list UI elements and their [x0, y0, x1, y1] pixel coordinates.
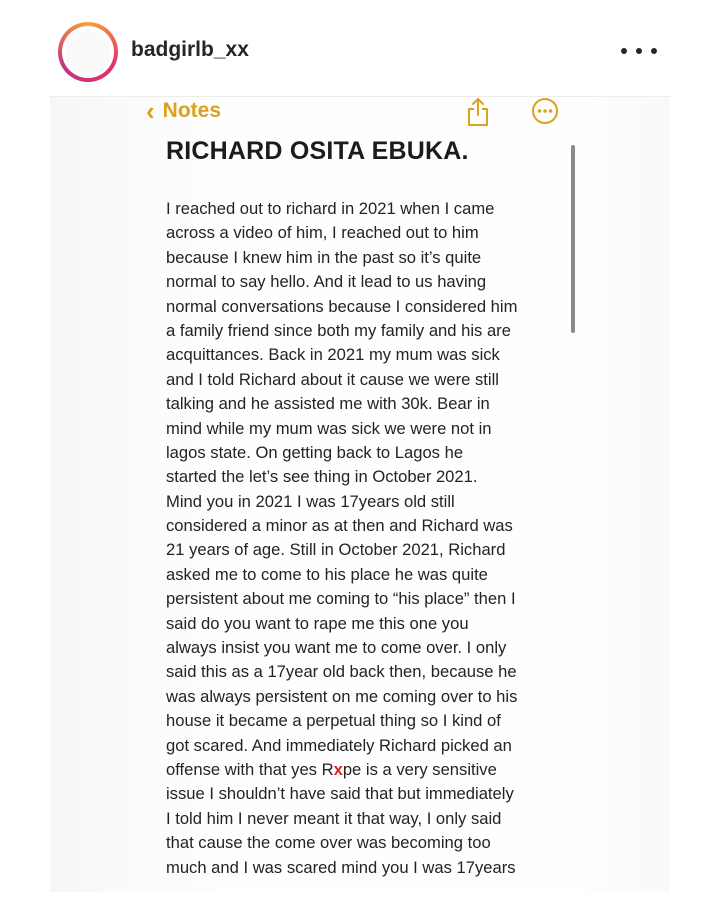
chevron-left-icon: ‹ [146, 97, 155, 126]
dot [636, 48, 642, 54]
more-options-icon[interactable] [621, 40, 657, 62]
note-line: a family friend since both my family and his are [166, 320, 511, 340]
username[interactable]: badgirlb_xx [131, 38, 249, 61]
note-line: said this as a 17year old back then, because he [166, 662, 517, 682]
note-line: issue I shouldn’t have said that but immediately [166, 784, 514, 804]
share-icon[interactable] [466, 97, 490, 127]
avatar-ring-inner [62, 26, 114, 78]
note-line: I reached out to richard in 2021 when I came [166, 199, 495, 218]
note-title: RICHARD OSITA EBUKA. [166, 137, 469, 165]
note-line: that cause the come over was becoming too [166, 833, 491, 853]
note-line: across a video of him, I reached out to him [166, 223, 479, 243]
note-line: Mind you in 2021 I was 17years old still [166, 491, 455, 511]
note-line: lagos state. On getting back to Lagos he [166, 442, 464, 462]
note-line: asked me to come to his place he was quite [166, 564, 488, 584]
offense-line-before: offense with that yes R [166, 759, 334, 779]
note-line: 21 years of age. Still in October 2021, Richard [166, 540, 506, 560]
note-line: normal conversations because I considered him [166, 296, 518, 316]
dot [621, 48, 627, 54]
notes-back-button[interactable] [146, 97, 221, 125]
note-line: started the let’s see thing in October 2021. [166, 467, 478, 487]
post-header [0, 0, 720, 97]
note-line: and I told Richard about it cause we were still [166, 369, 499, 389]
note-line: house it became a perpetual thing so I kind of [166, 711, 501, 731]
note-line: acquittances. Back in 2021 my mum was sick [166, 345, 500, 365]
scrollbar[interactable] [571, 145, 575, 333]
note-line: considered a minor as at then and Richard was [166, 516, 513, 536]
note-line: said do you want to rape me this one you [166, 613, 469, 633]
offense-line-after: pe is a very sensitive [342, 759, 497, 779]
note-line: got scared. And immediately Richard picked an [166, 735, 512, 755]
avatar[interactable] [58, 22, 118, 82]
note-line: always insist you want me to come over. I only [166, 638, 507, 658]
ellipsis-circle-icon[interactable] [531, 97, 559, 125]
note-line: was always persistent on me coming over to his [166, 686, 518, 706]
dot [651, 48, 657, 54]
note-line: normal to say hello. And it lead to us having [166, 272, 487, 292]
note-line: I told him I never meant it that way, I only said [166, 808, 502, 828]
note-line: talking and he assisted me with 30k. Bear in [166, 394, 490, 414]
note-line: persistent about me coming to “his place” then I [166, 589, 516, 609]
note-line: much and I was scared mind you I was 17years [166, 857, 516, 877]
notes-screenshot [50, 97, 670, 892]
avatar-image [65, 29, 111, 75]
note-line: because I knew him in the past so it’s quite [166, 247, 482, 267]
note-body[interactable] [166, 197, 566, 880]
note-line-offense [166, 758, 566, 782]
red-x-mark: x [333, 759, 343, 779]
note-line: mind while my mum was sick we were not in [166, 418, 492, 438]
notes-back-label: Notes [162, 99, 222, 122]
